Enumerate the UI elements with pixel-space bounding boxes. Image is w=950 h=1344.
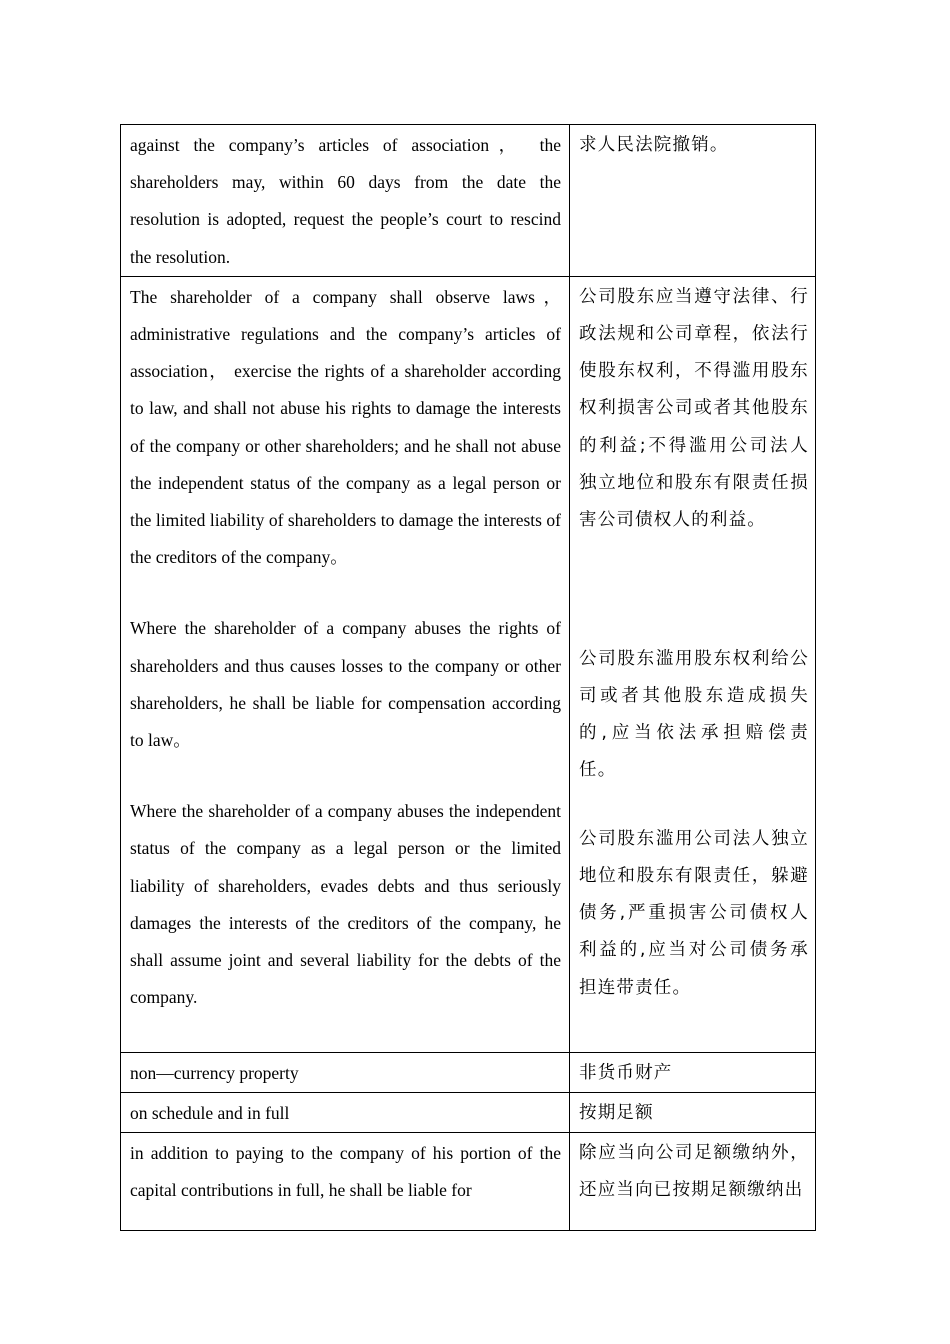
english-paragraph: on schedule and in full <box>130 1103 290 1124</box>
chinese-cell <box>570 1093 816 1133</box>
chinese-paragraph: 按期足额 <box>579 1103 654 1124</box>
english-cell <box>121 1133 570 1231</box>
chinese-paragraph: 非货币财产 <box>579 1062 673 1083</box>
chinese-paragraph: 公司股东滥用公司法人独立地位和股东有限责任，躲避债务,严重损害公司债权人利益的,应当对公司债务承担连带责任。 <box>579 828 809 998</box>
chinese-cell <box>570 1133 816 1231</box>
bilingual-glossary-table <box>120 124 816 1231</box>
chinese-paragraph: 公司股东应当遵守法律、行政法规和公司章程，依法行使股东权利，不得滥用股东权利损害公司或者其他股东的利益;不得滥用公司法人独立地位和股东有限责任损害公司债权人的利益。 <box>579 286 809 531</box>
english-paragraph: against the company’s articles of association， the shareholders may, within 60 days from the date the resolution is adopted, request the people’s court to rescind the resolution. <box>130 135 561 267</box>
english-paragraph: Where the shareholder of a company abuses the rights of shareholders and thus causes losses to the company or other shareholders, he shall be liable for compensation according to law。 <box>130 618 561 751</box>
english-cell <box>121 1052 570 1092</box>
english-paragraph: in addition to paying to the company of his portion of the capital contributions in full, he shall be liable for <box>130 1143 561 1201</box>
table-row <box>121 1052 816 1092</box>
table-row <box>121 125 816 277</box>
chinese-paragraph: 求人民法院撤销。 <box>579 135 729 155</box>
english-paragraph: The shareholder of a company shall observe laws，administrative regulations and the company’s articles of association， exercise the rights of a shareholder according to law, and shall not abuse his rights to damage the interests of the company or other shareholders; and he shall not abuse the independent status of the company as a legal person or the limited liability of shareholders to damage the interests of the creditors of the company。 <box>130 286 561 568</box>
table-row <box>121 1133 816 1231</box>
chinese-paragraph: 除应当向公司足额缴纳外，还应当向已按期足额缴纳出 <box>579 1143 809 1201</box>
chinese-cell <box>570 276 816 1052</box>
english-cell <box>121 125 570 277</box>
english-cell <box>121 276 570 1052</box>
table-row <box>121 1093 816 1133</box>
chinese-cell <box>570 125 816 277</box>
english-paragraph: non—currency property <box>130 1062 299 1083</box>
chinese-paragraph: 公司股东滥用股东权利给公司或者其他股东造成损失的,应当依法承担赔偿责任。 <box>579 648 809 781</box>
chinese-cell <box>570 1052 816 1092</box>
english-paragraph: Where the shareholder of a company abuses the independent status of the company as a legal person or the limited liability of shareholders, evades debts and thus seriously damages the interests of the creditors of the company, he shall assume joint and several liability for the debts of the company. <box>130 801 561 1008</box>
table-row <box>121 276 816 1052</box>
english-cell <box>121 1093 570 1133</box>
